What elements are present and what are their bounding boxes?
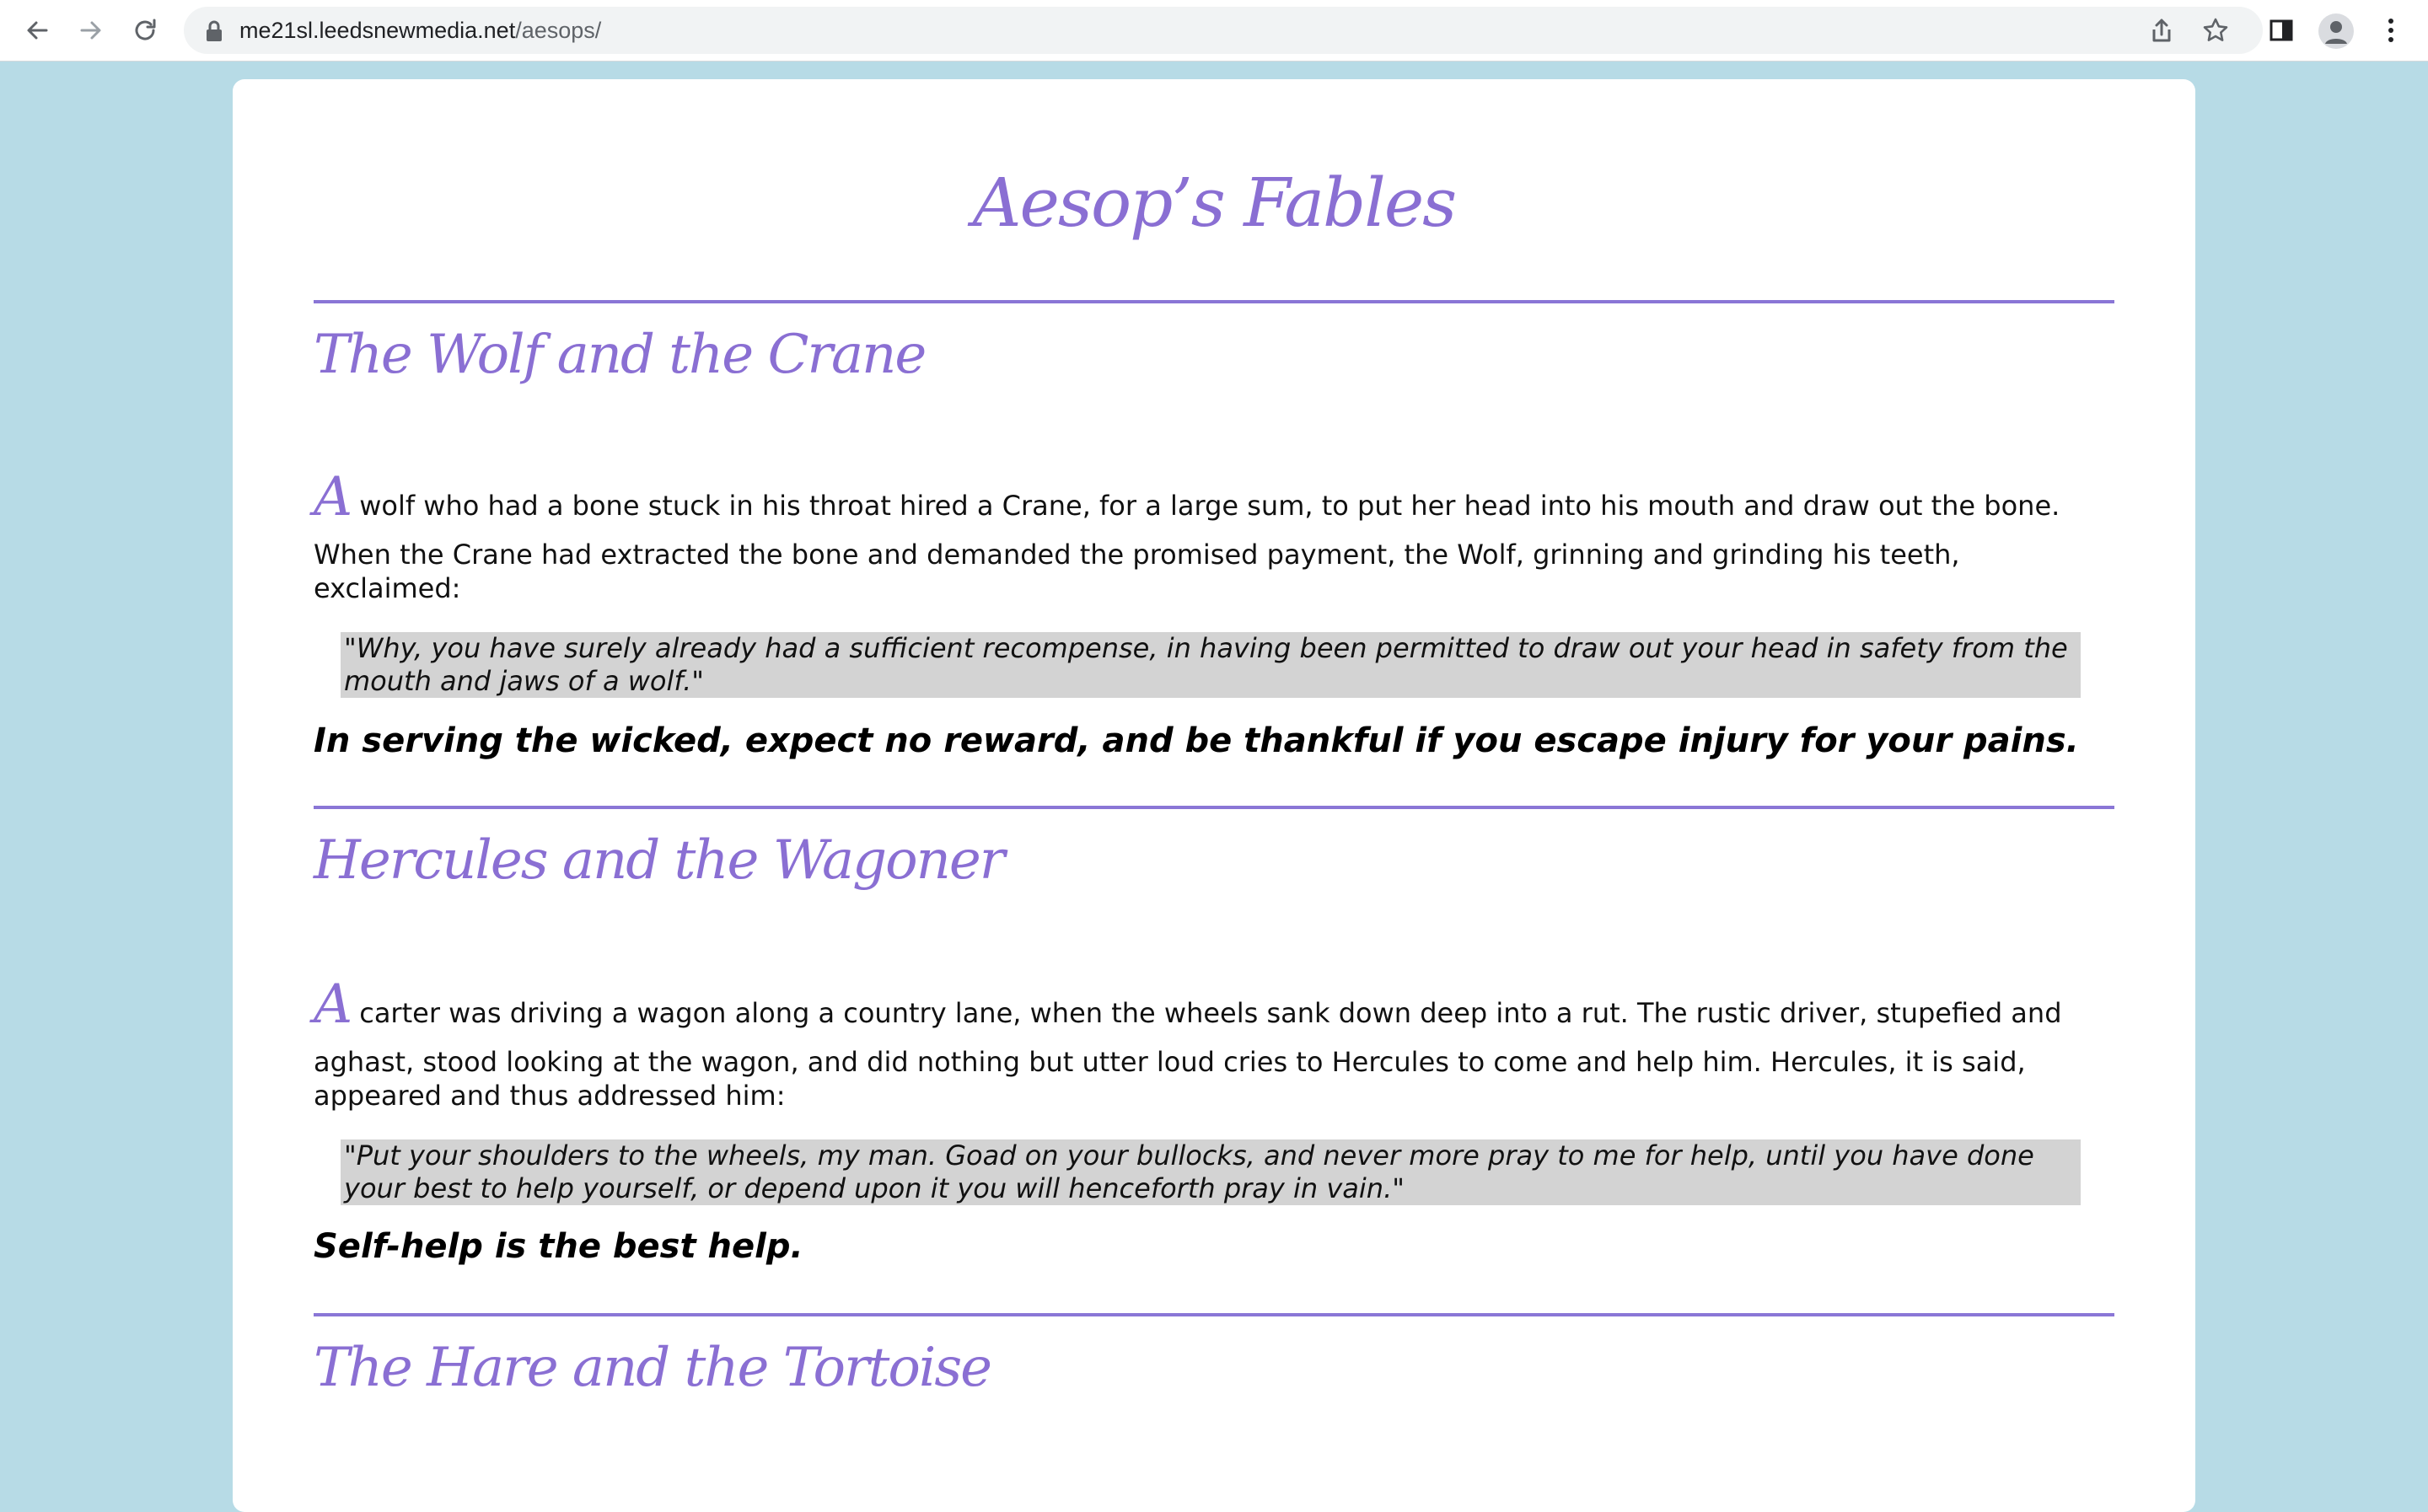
divider [314,806,2114,809]
fable-title: Hercules and the Wagoner [314,829,1004,892]
url-text[interactable] [239,7,601,54]
star-icon [2202,17,2229,44]
page-card [233,79,2195,1512]
back-button[interactable] [19,12,56,49]
profile-button[interactable] [2318,13,2354,49]
menu-icon [2387,17,2395,44]
reload-button[interactable] [126,12,164,49]
fable-title: The Wolf and the Crane [314,324,926,386]
bookmark-button[interactable] [2199,13,2232,47]
side-panel-button[interactable] [2263,12,2300,49]
fable-text: carter was driving a wagon along a country lane, when the wheels sank down deep into a rut. The rustic driver, stupefied and [359,997,2062,1029]
drop-cap: A [314,973,353,1036]
lock-icon [204,20,224,42]
profile-icon [2318,13,2354,49]
fable-title: The Hare and the Tortoise [314,1337,991,1399]
fable-moral: In serving the wicked, expect no reward, and be thankful if you escape injury for your pains. [314,721,2079,760]
fable-quote: "Why, you have surely already had a sufficient recompense, in having been permitted to draw out your head in safety from the mouth and jaws of a wolf." [341,632,2081,698]
fable-paragraph: aghast, stood looking at the wagon, and did nothing but utter loud cries to Hercules to come and help him. Hercules, it is said, appeared and thus addressed him: [314,1046,2026,1112]
side-panel-icon [2269,18,2294,43]
drop-cap: A [314,466,353,528]
url-host: me21sl.leedsnewmedia.net [239,18,516,43]
address-bar[interactable] [184,7,2263,54]
divider [314,1313,2114,1316]
divider [314,300,2114,303]
url-path: /aesops/ [515,18,602,43]
page-title: Aesop’s Fables [972,164,1456,242]
fable-first-line [314,973,2114,1036]
fable-paragraph: When the Crane had extracted the bone and demanded the promised payment, the Wolf, grinning and grinding his teeth, exclaimed: [314,539,1960,604]
share-button[interactable] [2145,13,2178,47]
forward-button[interactable] [73,12,110,49]
fable-moral: Self-help is the best help. [314,1227,803,1266]
menu-button[interactable] [2372,12,2409,49]
fable-first-line [314,466,2114,528]
fable-text: wolf who had a bone stuck in his throat hired a Crane, for a large sum, to put her head into his mouth and draw out the bone. [359,490,2060,522]
fable-quote: "Put your shoulders to the wheels, my man. Goad on your bullocks, and never more pray to me for help, until you have done your best to help yourself, or depend upon it you will henceforth pray in vain." [341,1139,2081,1205]
browser-toolbar [0,0,2428,62]
reload-icon [132,17,158,44]
back-icon [24,17,51,44]
share-icon [2150,18,2173,43]
forward-icon [78,17,105,44]
